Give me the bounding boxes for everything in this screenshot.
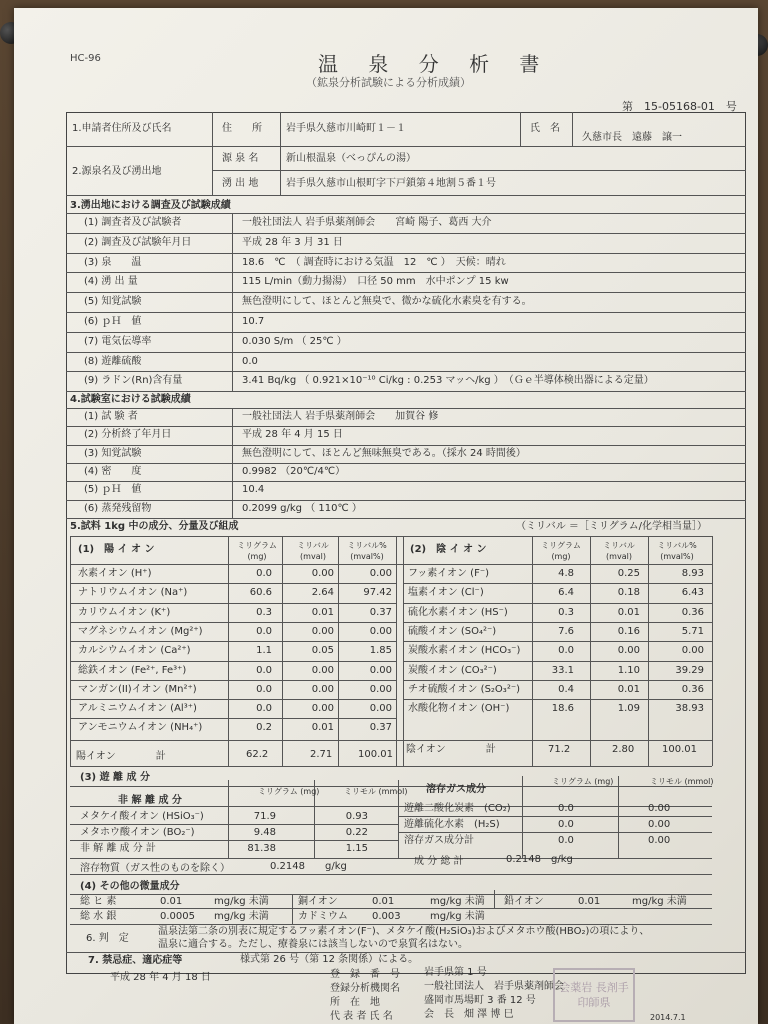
cation-total-pct: 100.01 bbox=[358, 749, 393, 760]
anion-mval: 0.01 bbox=[617, 683, 640, 695]
lab-row-value: 一般社団法人 岩手県薬剤師会 加賀谷 修 bbox=[242, 411, 439, 422]
anion-mg: 18.6 bbox=[551, 703, 574, 715]
cation-pct: 97.42 bbox=[363, 587, 392, 599]
cation-total-mg: 62.2 bbox=[246, 749, 269, 760]
ion-column-header: ミリバル% (mval%) bbox=[347, 541, 387, 561]
nondiss-name: メタケイ酸イオン (HSiO₃⁻) bbox=[80, 811, 204, 822]
trace-unit: mg/kg 未満 bbox=[632, 896, 687, 907]
print-date: 2014.7.1 bbox=[650, 1013, 686, 1022]
cation-mg: 0.0 bbox=[256, 664, 272, 676]
addr-value: 盛岡市馬場町 3 番 12 号 bbox=[424, 995, 536, 1006]
anion-name: 硫化水素イオン (HS⁻) bbox=[408, 606, 508, 618]
lab-row-label: (2) 分析終了年月日 bbox=[84, 429, 172, 441]
cation-mval: 0.01 bbox=[311, 606, 334, 618]
cation-mval: 0.00 bbox=[311, 625, 334, 637]
site-row-label: (9) ラドン(Rn)含有量 bbox=[84, 375, 183, 387]
applicant-label: 1.申請者住所及び氏名 bbox=[72, 123, 172, 134]
org-value: 一般社団法人 岩手県薬剤師会 bbox=[424, 981, 564, 992]
cation-mg: 0.0 bbox=[256, 568, 272, 579]
trace-name: 鉛イオン bbox=[504, 896, 544, 907]
anion-pct: 0.36 bbox=[681, 683, 704, 695]
cation-mg: 0.2 bbox=[256, 722, 272, 734]
total-value: 0.2148 g/kg bbox=[506, 854, 573, 865]
trace-name: 銅イオン bbox=[298, 896, 338, 907]
site-row-value: 無色澄明にして、ほとんど無臭で、微かな硫化水素臭を有する。 bbox=[242, 296, 532, 308]
anion-mg: 0.4 bbox=[558, 683, 574, 695]
prohibitions-value: 様式第 26 号（第 12 条関係）による。 bbox=[240, 954, 419, 965]
anion-mval: 0.25 bbox=[617, 568, 640, 579]
trace-value: 0.01 bbox=[160, 896, 183, 907]
anion-mg: 33.1 bbox=[551, 664, 574, 676]
anion-mval: 1.09 bbox=[617, 703, 640, 715]
site-row-value: 平成 28 年 3 月 31 日 bbox=[242, 236, 343, 248]
prohibitions-label: 7. 禁忌症、適応症等 bbox=[88, 955, 183, 966]
gas-mg: 0.0 bbox=[558, 803, 574, 814]
anion-pct: 8.93 bbox=[681, 568, 704, 579]
total-label: 成 分 総 計 bbox=[414, 856, 464, 867]
cation-mg: 0.0 bbox=[256, 683, 272, 695]
cation-mval: 2.64 bbox=[311, 587, 334, 599]
site-row-value: 18.6 ℃ （ 調査時における気温 12 ℃ ） 天候：晴れ bbox=[242, 256, 506, 268]
trace-unit: mg/kg 未満 bbox=[214, 911, 269, 922]
cation-mg: 60.6 bbox=[249, 587, 272, 599]
cation-name: 水素イオン (H⁺) bbox=[78, 568, 152, 579]
anion-total-mg: 71.2 bbox=[548, 744, 571, 755]
site-row-label: (5) 知覚試験 bbox=[84, 296, 142, 308]
trace-name: カドミウム bbox=[298, 911, 348, 922]
cation-name: アンモニウムイオン (NH₄⁺) bbox=[78, 722, 203, 734]
anion-mval: 1.10 bbox=[617, 664, 640, 676]
anion-name: 炭酸イオン (CO₃²⁻) bbox=[408, 664, 497, 676]
site-row-label: (8) 遊離硫酸 bbox=[84, 355, 142, 367]
trace-value: 0.01 bbox=[372, 896, 395, 907]
nondiss-mmol: 1.15 bbox=[345, 843, 368, 854]
ions-note: （ミリバル ＝［ミリグラム/化学相当量］） bbox=[516, 521, 707, 532]
cation-total-label: 陽イオン 計 bbox=[76, 751, 166, 762]
ion-column-header: ミリバル (mval) bbox=[603, 541, 635, 561]
lab-row-value: 平成 28 年 4 月 15 日 bbox=[242, 429, 343, 441]
lab-row-label: (6) 蒸発残留物 bbox=[84, 502, 152, 514]
cation-pct: 1.85 bbox=[369, 645, 392, 657]
site-row-value: 一般社団法人 岩手県薬剤師会 宮崎 陽子、葛西 大介 bbox=[242, 217, 492, 228]
trace-heading: (4) その他の微量成分 bbox=[80, 881, 180, 892]
lab-heading: 4.試験室における試験成績 bbox=[70, 394, 191, 405]
site-row-label: (4) 湧 出 量 bbox=[84, 276, 138, 288]
cation-name: マンガン(II)イオン (Mn²⁺) bbox=[78, 683, 197, 695]
source-location: 岩手県久慈市山根町字下戸鎖第４地割５番１号 bbox=[286, 178, 496, 189]
anion-mval: 0.16 bbox=[617, 625, 640, 637]
cation-title: (1) 陽 イ オ ン bbox=[78, 544, 155, 555]
gas-name: 溶存ガス成分計 bbox=[404, 835, 474, 846]
applicant-name: 久慈市長 遠藤 譲一 bbox=[582, 132, 682, 143]
gas-mmol: 0.00 bbox=[648, 835, 671, 846]
anion-mg: 4.8 bbox=[558, 568, 574, 579]
document-title: 温 泉 分 析 書 bbox=[318, 52, 552, 76]
cation-pct: 0.00 bbox=[369, 703, 392, 715]
nondiss-name: 非 解 離 成 分 計 bbox=[80, 843, 156, 854]
cation-mval: 0.00 bbox=[311, 703, 334, 715]
anion-pct: 38.93 bbox=[675, 703, 704, 715]
anion-pct: 6.43 bbox=[681, 587, 704, 599]
anion-mg: 7.6 bbox=[558, 625, 574, 637]
cation-total-mval: 2.71 bbox=[310, 749, 333, 760]
rep-label: 代 表 者 氏 名 bbox=[330, 1011, 393, 1022]
reg-value: 岩手県第 1 号 bbox=[424, 967, 487, 978]
trace-name: 総 水 銀 bbox=[80, 911, 117, 922]
name-label: 氏 名 bbox=[530, 123, 560, 134]
anion-name: 塩素イオン (Cl⁻) bbox=[408, 587, 484, 599]
cation-pct: 0.00 bbox=[369, 683, 392, 695]
cation-name: 総鉄イオン (Fe²⁺, Fe³⁺) bbox=[78, 664, 187, 676]
anion-pct: 39.29 bbox=[675, 664, 704, 676]
lab-row-label: (4) 密 度 bbox=[84, 465, 142, 477]
trace-value: 0.003 bbox=[372, 911, 401, 922]
cation-name: カルシウムイオン (Ca²⁺) bbox=[78, 645, 191, 657]
cation-name: ナトリウムイオン (Na⁺) bbox=[78, 587, 188, 599]
cation-mval: 0.05 bbox=[311, 645, 334, 657]
anion-name: 硫酸イオン (SO₄²⁻) bbox=[408, 625, 497, 637]
anion-name: チオ硫酸イオン (S₂O₃²⁻) bbox=[408, 683, 521, 695]
anion-total-label: 陰イオン 計 bbox=[406, 744, 496, 755]
site-row-label: (2) 調査及び試験年月日 bbox=[84, 236, 192, 248]
cation-mval: 0.00 bbox=[311, 683, 334, 695]
site-row-value: 0.0 bbox=[242, 355, 258, 367]
site-row-label: (3) 泉 温 bbox=[84, 256, 142, 268]
site-row-value: 115 L/min（動力揚湯） 口径 50 mm 水中ポンプ 15 kw bbox=[242, 276, 509, 288]
cation-mval: 0.01 bbox=[311, 722, 334, 734]
site-row-label: (7) 電気伝導率 bbox=[84, 335, 152, 347]
lab-row-label: (3) 知覚試験 bbox=[84, 447, 142, 459]
nondiss-title: 非 解 離 成 分 bbox=[118, 795, 182, 806]
cation-pct: 0.00 bbox=[369, 568, 392, 579]
site-row-label: (6) ｐＨ 値 bbox=[84, 316, 142, 327]
cation-pct: 0.00 bbox=[369, 625, 392, 637]
cation-mval: 0.00 bbox=[311, 568, 334, 579]
anion-mg: 0.0 bbox=[558, 645, 574, 657]
nondiss-mmol: 0.22 bbox=[345, 827, 368, 838]
site-row-value: 10.7 bbox=[242, 316, 265, 327]
anion-mg: 6.4 bbox=[558, 587, 574, 599]
anion-mval: 0.18 bbox=[617, 587, 640, 599]
lab-row-value: 0.2099 g/kg （ 110℃ ） bbox=[242, 502, 362, 514]
judgement-line1: 温泉法第二条の別表に規定するフッ素イオン(F⁻)、メタケイ酸(H₂SiO₃)およびメタホウ酸(HBO₂)の項により、 bbox=[158, 926, 650, 937]
gas-mmol: 0.00 bbox=[648, 819, 671, 830]
source-label: 2.源泉名及び湧出地 bbox=[72, 166, 162, 177]
lab-row-value: 0.9982 （20℃/4℃） bbox=[242, 465, 346, 477]
dissolved-label: 溶存物質（ガス性のものを除く） bbox=[80, 863, 230, 874]
applicant-address: 岩手県久慈市川崎町１－１ bbox=[286, 123, 406, 134]
gas-col-mmol: ミリモル (mmol) bbox=[650, 777, 714, 786]
nondiss-mg: 71.9 bbox=[253, 811, 276, 822]
official-seal-stamp: 会薬岩 長剤手 印師県 bbox=[553, 968, 635, 1022]
cation-name: アルミニウムイオン (Al³⁺) bbox=[78, 703, 197, 715]
cation-name: マグネシウムイオン (Mg²⁺) bbox=[78, 625, 203, 637]
cation-name: カリウムイオン (K⁺) bbox=[78, 606, 171, 618]
trace-unit: mg/kg 未満 bbox=[430, 911, 485, 922]
source-name: 新山根温泉（べっぴんの湯） bbox=[286, 153, 416, 164]
anion-name: 水酸化物イオン (OH⁻) bbox=[408, 703, 510, 715]
nondiss-mmol: 0.93 bbox=[345, 811, 368, 822]
anion-pct: 5.71 bbox=[681, 625, 704, 637]
ion-column-header: ミリバル% (mval%) bbox=[657, 541, 697, 561]
form-number: HC-96 bbox=[70, 53, 101, 64]
cation-pct: 0.00 bbox=[369, 664, 392, 676]
addr-label: 所 在 地 bbox=[330, 997, 380, 1008]
trace-value: 0.01 bbox=[578, 896, 601, 907]
ion-column-header: ミリグラム (mg) bbox=[541, 541, 581, 561]
address-label: 住 所 bbox=[222, 123, 262, 134]
trace-unit: mg/kg 未満 bbox=[430, 896, 485, 907]
trace-name: 総 ヒ 素 bbox=[80, 896, 117, 907]
ions-heading: 5.試料 1kg 中の成分、分量及び組成 bbox=[70, 521, 239, 532]
lab-row-value: 10.4 bbox=[242, 484, 265, 496]
gas-col-mg: ミリグラム (mg) bbox=[552, 777, 614, 786]
anion-name: 炭酸水素イオン (HCO₃⁻) bbox=[408, 645, 521, 657]
ion-column-header: ミリバル (mval) bbox=[297, 541, 329, 561]
judgement-label: 6. 判 定 bbox=[86, 933, 129, 944]
anion-total-pct: 100.01 bbox=[662, 744, 697, 755]
cation-mg: 0.3 bbox=[256, 606, 272, 618]
cation-mg: 0.0 bbox=[256, 625, 272, 637]
source-location-label: 湧 出 地 bbox=[222, 178, 259, 189]
nondiss-name: メタホウ酸イオン (BO₂⁻) bbox=[80, 827, 195, 838]
cation-mval: 0.00 bbox=[311, 664, 334, 676]
source-name-label: 源 泉 名 bbox=[222, 153, 259, 164]
gas-mg: 0.0 bbox=[558, 819, 574, 830]
anion-mg: 0.3 bbox=[558, 606, 574, 618]
lab-row-label: (5) ｐＨ 値 bbox=[84, 484, 142, 496]
issue-date: 平成 28 年 4 月 18 日 bbox=[110, 972, 211, 983]
anion-pct: 0.36 bbox=[681, 606, 704, 618]
free-col-mg: ミリグラム (mg) bbox=[258, 787, 320, 796]
gas-name: 遊離硫化水素 (H₂S) bbox=[404, 819, 500, 830]
gas-name: 遊離二酸化炭素 (CO₂) bbox=[404, 803, 511, 814]
free-heading: (3) 遊 離 成 分 bbox=[80, 772, 151, 783]
org-label: 登録分析機関名 bbox=[330, 983, 400, 994]
dissolved-value: 0.2148 g/kg bbox=[270, 861, 347, 872]
anion-mval: 0.00 bbox=[617, 645, 640, 657]
anion-mval: 0.01 bbox=[617, 606, 640, 618]
site-row-label: (1) 調査者及び試験者 bbox=[84, 217, 182, 228]
trace-value: 0.0005 bbox=[160, 911, 195, 922]
anion-total-mval: 2.80 bbox=[612, 744, 635, 755]
anion-name: フッ素イオン (F⁻) bbox=[408, 568, 490, 579]
cation-pct: 0.37 bbox=[369, 722, 392, 734]
rep-value: 会 長 畑 澤 博 巳 bbox=[424, 1009, 514, 1020]
reg-label: 登 録 番 号 bbox=[330, 969, 400, 980]
site-row-value: 0.030 S/m （ 25℃ ） bbox=[242, 335, 347, 347]
gas-mg: 0.0 bbox=[558, 835, 574, 846]
nondiss-mg: 9.48 bbox=[253, 827, 276, 838]
judgement-line2: 温泉に適合する。ただし、療養泉には該当しないので泉質名はない。 bbox=[158, 939, 468, 950]
document-subtitle: （鉱泉分析試験による分析成績） bbox=[306, 76, 471, 89]
anion-pct: 0.00 bbox=[681, 645, 704, 657]
trace-unit: mg/kg 未満 bbox=[214, 896, 269, 907]
lab-row-label: (1) 試 験 者 bbox=[84, 411, 138, 422]
gas-title: 溶存ガス成分 bbox=[426, 784, 486, 795]
site-heading: 3.湧出地における調査及び試験成績 bbox=[70, 200, 231, 211]
lab-row-value: 無色澄明にして、ほとんど無味無臭である。（採水 24 時間後） bbox=[242, 447, 526, 459]
gas-mmol: 0.00 bbox=[648, 803, 671, 814]
site-row-value: 3.41 Bq/kg （ 0.921×10⁻¹⁰ Ci/kg : 0.253 マッヘ/kg ） （Ｇｅ半導体検出器による定量） bbox=[242, 375, 654, 387]
ion-column-header: ミリグラム (mg) bbox=[237, 541, 277, 561]
cation-pct: 0.37 bbox=[369, 606, 392, 618]
cation-mg: 1.1 bbox=[256, 645, 272, 657]
anion-title: (2) 陰 イ オ ン bbox=[410, 544, 487, 555]
free-col-mmol: ミリモル (mmol) bbox=[344, 787, 408, 796]
document-number: 第 15-05168-01 号 bbox=[622, 100, 737, 113]
cation-mg: 0.0 bbox=[256, 703, 272, 715]
nondiss-mg: 81.38 bbox=[247, 843, 276, 854]
